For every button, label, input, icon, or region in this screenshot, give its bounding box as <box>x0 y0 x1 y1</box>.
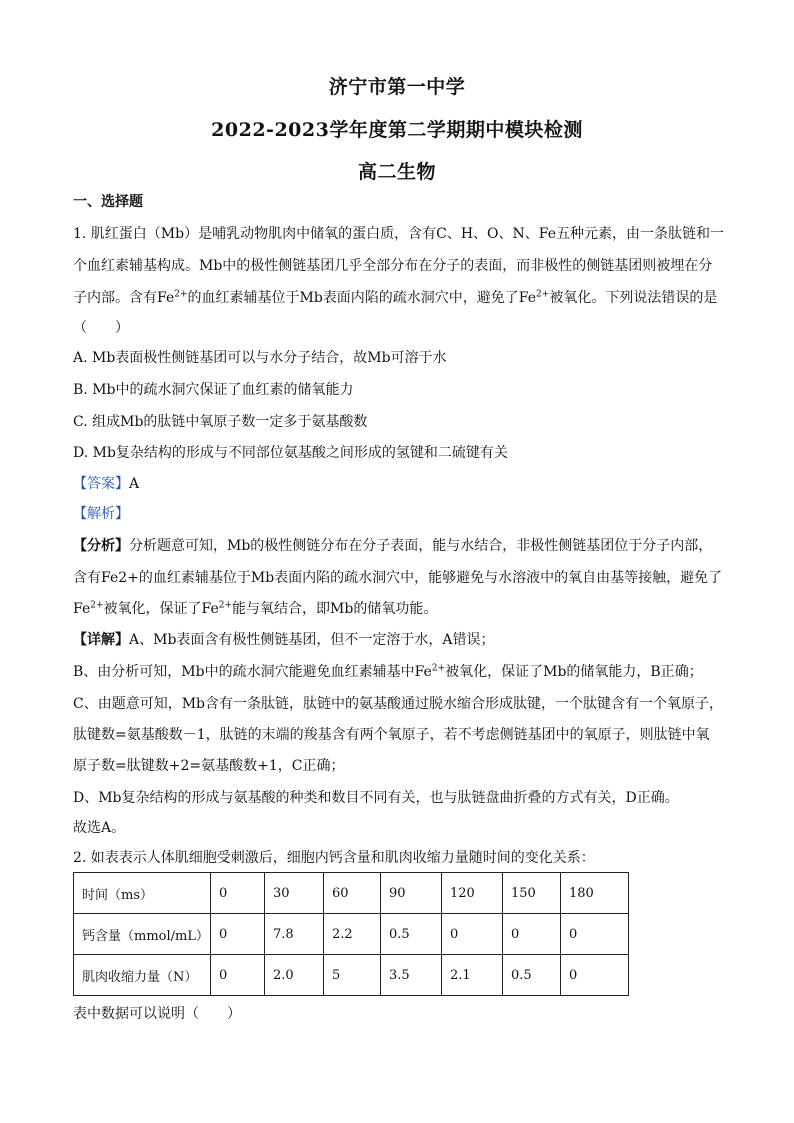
superscript: 2+ <box>536 289 550 300</box>
q1-stem-line1: 1. 肌红蛋白（Mb）是哺乳动物肌肉中储氧的蛋白质，含有C、H、O、N、Fe五种元素，由一条肽链和一 <box>73 226 724 242</box>
table-cell: 2.1 <box>442 955 503 996</box>
table-cell: 150 <box>503 873 561 914</box>
q1-xiangjie-line5: 原子数=肽键数+2=氨基酸数+1，C正确； <box>73 758 345 774</box>
text-run: Fe <box>73 601 91 617</box>
table-cell: 30 <box>265 873 324 914</box>
superscript: 2+ <box>90 600 104 611</box>
table-cell: 时间（ms） <box>74 873 211 914</box>
table-row <box>74 873 629 914</box>
table-cell: 2.0 <box>265 955 324 996</box>
table-cell: 180 <box>561 873 629 914</box>
answer-value: A <box>129 476 140 492</box>
q1-fenxi-line2: 含有Fe2+的血红素辅基位于Mb表面内陷的疏水洞穴中，能够避免与水溶液中的氧自由基等接触，避免了 <box>73 570 723 586</box>
text-run: 被氧化，保证了Fe <box>103 601 219 617</box>
q1-option-a: A. Mb表面极性侧链基团可以与水分子结合，故Mb可溶于水 <box>73 350 447 366</box>
analysis-tag: 【解析】 <box>73 506 129 522</box>
q1-option-c: C. 组成Mb的肽链中氧原子数一定多于氨基酸数 <box>73 414 368 430</box>
table-cell: 0 <box>561 955 629 996</box>
table-cell: 90 <box>381 873 442 914</box>
q1-xiangjie-line2 <box>73 662 723 682</box>
text-run: 分析题意可知，Mb的极性侧链分布在分子表面，能与水结合，非极性侧链基团位于分子内部， <box>129 538 713 554</box>
q1-option-d: D. Mb复杂结构的形成与不同部位氨基酸之间形成的氢键和二硫键有关 <box>73 445 508 461</box>
answer-tag: 【答案】 <box>73 476 129 492</box>
table-row <box>74 955 629 996</box>
q2-question: 表中数据可以说明（ ） <box>73 1006 241 1022</box>
text-run: 被氧化，保证了Mb的储氧能力，B正确； <box>445 664 703 680</box>
table-cell: 0 <box>442 914 503 955</box>
table-cell: 0 <box>211 955 265 996</box>
fenxi-tag: 【分析】 <box>73 538 129 554</box>
table-cell: 肌肉收缩力量（N） <box>74 955 211 996</box>
q1-xiangjie-line1 <box>73 630 723 650</box>
school-title: 济宁市第一中学 <box>328 76 466 98</box>
table-cell: 0.5 <box>381 914 442 955</box>
text-run: B、由分析可知，Mb中的疏水洞穴能避免血红素辅基中Fe <box>73 664 432 680</box>
q1-option-b: B. Mb中的疏水洞穴保证了血红素的储氧能力 <box>73 382 354 398</box>
xiangjie-tag: 【详解】 <box>73 632 129 648</box>
q1-xiangjie-line6: D、Mb复杂结构的形成与氨基酸的种类和数目不同有关，也与肽链盘曲折叠的方式有关，D正确。 <box>73 790 679 806</box>
data-table <box>73 872 629 996</box>
q1-stem-line3 <box>73 288 723 308</box>
table-cell: 0.5 <box>503 955 561 996</box>
table-cell: 120 <box>442 873 503 914</box>
q1-xiangjie-line3: C、由题意可知，Mb含有一条肽链，肽链中的氨基酸通过脱水缩合形成肽键，一个肽键含有一个氧原子， <box>73 696 724 712</box>
section-heading: 一、选择题 <box>73 194 143 210</box>
q1-answer <box>73 474 723 494</box>
superscript: 2+ <box>174 289 188 300</box>
table-cell: 0 <box>503 914 561 955</box>
table-cell: 0 <box>211 873 265 914</box>
q1-xiangjie-line4: 肽键数=氨基酸数－1，肽链的末端的羧基含有两个氧原子，若不考虑侧链基团中的氧原子，则肽链中氧 <box>73 727 710 743</box>
table-cell: 7.8 <box>265 914 324 955</box>
table-cell: 0 <box>561 914 629 955</box>
subject-title: 高二生物 <box>357 161 436 183</box>
table-cell: 3.5 <box>381 955 442 996</box>
q2-stem: 2. 如表表示人体肌细胞受刺激后，细胞内钙含量和肌肉收缩力量随时间的变化关系： <box>73 850 595 866</box>
text-run: A、Mb表面含有极性侧链基团，但不一定溶于水，A错误； <box>129 632 495 648</box>
table-cell: 0 <box>211 914 265 955</box>
table-cell: 2.2 <box>324 914 381 955</box>
table-cell: 60 <box>324 873 381 914</box>
superscript: 2+ <box>431 663 446 674</box>
q1-stem-line2: 个血红素辅基构成。Mb中的极性侧链基团几乎全部分布在分子的表面，而非极性的侧链基团则被埋在分 <box>73 258 713 274</box>
q1-conclusion: 故选A。 <box>73 820 126 836</box>
q1-analysis-heading <box>73 504 723 524</box>
table-row <box>74 914 629 955</box>
q1-fenxi-line1 <box>73 536 723 556</box>
text-run: 的血红素辅基位于Mb表面内陷的疏水洞穴中，避免了Fe <box>187 290 537 306</box>
q1-stem-line4: （ ） <box>73 320 129 336</box>
table-cell: 钙含量（mmol/mL） <box>74 914 211 955</box>
q1-fenxi-line3 <box>73 599 723 619</box>
text-run: 能与氧结合，即Mb的储氧功能。 <box>232 601 438 617</box>
table-cell: 5 <box>324 955 381 996</box>
superscript: 2+ <box>218 600 233 611</box>
exam-title: 2022-2023学年度第二学期期中模块检测 <box>211 119 583 141</box>
text-run: 被氧化。下列说法错误的是 <box>549 290 718 306</box>
text-run: 子内部。含有Fe <box>73 290 175 306</box>
